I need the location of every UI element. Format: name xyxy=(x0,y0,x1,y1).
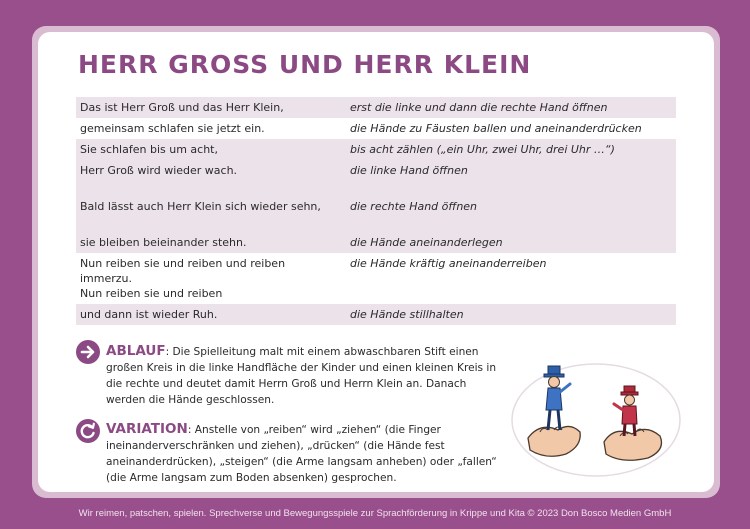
action-cell: die linke Hand öffnen xyxy=(340,160,676,196)
verse-cell: Sie schlafen bis um acht, xyxy=(76,139,340,160)
page-title: HERR GROSS UND HERR KLEIN xyxy=(78,50,532,79)
table-row xyxy=(76,232,676,253)
table-row xyxy=(76,160,676,196)
variation-section xyxy=(106,421,498,486)
verse-cell: sie bleiben beieinander stehn. xyxy=(76,232,340,253)
verse-cell: Herr Groß wird wieder wach. xyxy=(76,160,340,196)
verse-cell: Das ist Herr Groß und das Herr Klein, xyxy=(76,97,340,118)
table-row xyxy=(76,139,676,160)
action-cell: die Hände zu Fäusten ballen und aneinanderdrücken xyxy=(350,122,642,135)
action-cell: die Hände kräftig aneinanderreiben xyxy=(350,257,547,270)
action-cell: die Hände stillhalten xyxy=(340,304,676,325)
verse-cell: und dann ist wieder Ruh. xyxy=(76,304,340,325)
hands-illustration xyxy=(510,360,682,478)
action-cell: erst die linke und dann die rechte Hand öffnen xyxy=(340,97,676,118)
verse-cell: Bald lässt auch Herr Klein sich wieder sehn, xyxy=(76,196,340,232)
circular-arrow-icon xyxy=(76,419,100,443)
arrow-right-icon xyxy=(76,340,100,364)
footer-copyright: Wir reimen, patschen, spielen. Sprechverse und Bewegungsspiele zur Sprachförderung in Krippe und Kita © 2023 Don Bosco Medien GmbH xyxy=(78,508,672,519)
verse-cell: gemeinsam schlafen sie jetzt ein. xyxy=(80,122,265,135)
action-cell: bis acht zählen („ein Uhr, zwei Uhr, drei Uhr …“) xyxy=(340,139,676,160)
rhyme-table xyxy=(76,97,676,325)
verse-line: Nun reiben sie und reiben xyxy=(80,287,223,300)
table-row xyxy=(76,304,676,325)
verse-cell xyxy=(76,253,340,304)
ablauf-text: : Die Spielleitung malt mit einem abwaschbaren Stift einen großen Kreis in die linke Handfläche der Kinder und einen kleinen Kreis in die rechte und deutet damit Herrn Groß und Herrn Klein an. Danach werden die Hände geschlossen. xyxy=(106,346,497,406)
ablauf-heading: ABLAUF xyxy=(106,343,166,359)
table-row xyxy=(76,253,676,304)
table-row xyxy=(76,97,676,118)
variation-heading: VARIATION xyxy=(106,421,188,437)
variation-text: : Anstelle von „reiben“ wird „ziehen“ (die Finger ineinanderverschränken und ziehen), „drücken“ (die Hände fest aneinanderdrücken), „steigen“ (die Arme langsam anheben) oder „fallen“ (die Arme langsam zum Boden absenken) gesprochen. xyxy=(106,424,497,484)
action-cell: die rechte Hand öffnen xyxy=(340,196,676,232)
verse-line: Nun reiben sie und reiben und reiben immerzu. xyxy=(80,257,286,285)
table-row xyxy=(76,118,676,139)
ablauf-section xyxy=(106,343,498,408)
action-cell: die Hände aneinanderlegen xyxy=(340,232,676,253)
table-row xyxy=(76,196,676,232)
